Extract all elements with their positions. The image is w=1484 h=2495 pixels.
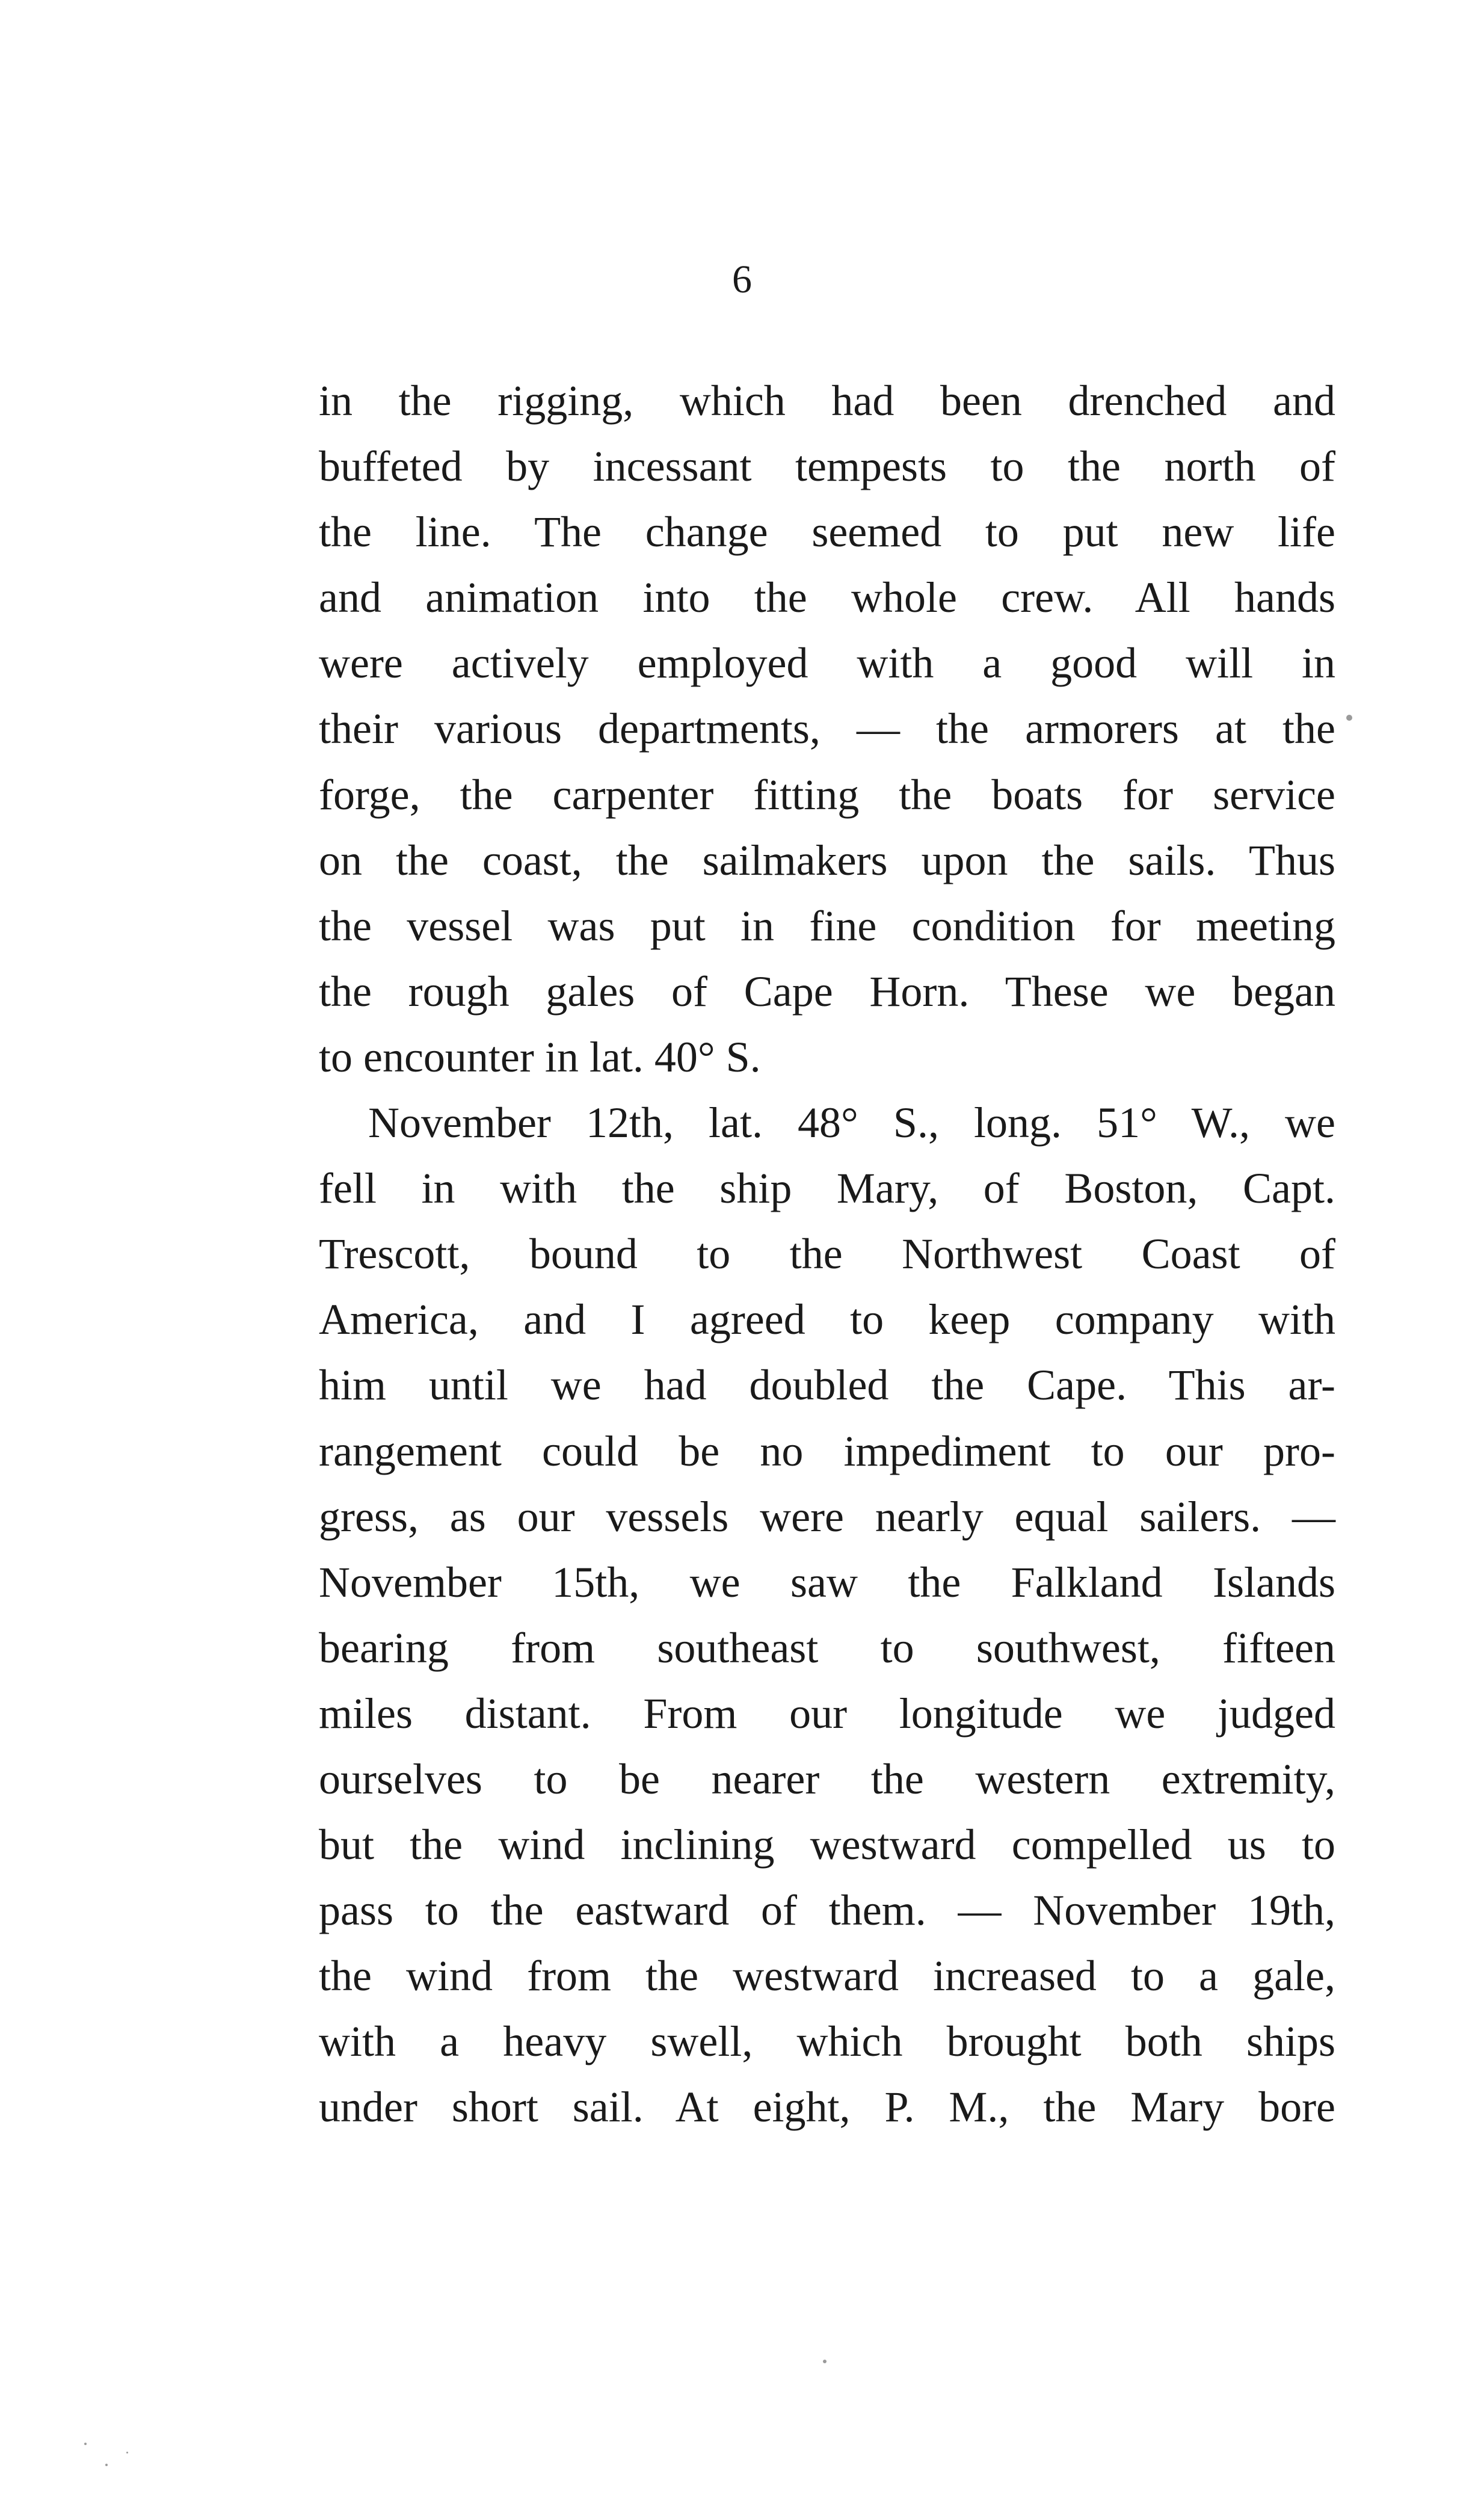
text-line: gress, as our vessels were nearly equal sailers. — [319,1492,1335,1541]
text-line: miles distant. From our longitude we judged [319,1689,1335,1738]
print-speck [84,2443,87,2445]
print-speck [1346,715,1352,721]
text-line: the wind from the westward increased to a gale, [319,1952,1335,2000]
text-line: forge, the carpenter fitting the boats for service [319,770,1335,819]
text-line: to encounter in lat. 40° S. [319,1032,761,1081]
text-line: the vessel was put in fine condition for meeting [319,901,1335,950]
text-line: rangement could be no impediment to our pro- [319,1426,1335,1475]
print-speck [126,2452,128,2453]
body-text [319,368,1335,2141]
text-line: November 12th, lat. 48° S., long. 51° W., we [368,1099,1335,1147]
print-speck [105,2464,108,2466]
text-line: America, and I agreed to keep company with [319,1295,1335,1344]
text-line: fell in with the ship Mary, of Boston, Capt. [319,1164,1335,1213]
text-line: November 15th, we saw the Falkland Islands [319,1558,1335,1606]
page-number: 6 [732,258,752,301]
print-speck [823,2360,827,2363]
text-line: under short sail. At eight, P. M., the Mary bore [319,2083,1335,2132]
text-line: on the coast, the sailmakers upon the sails. Thus [319,836,1335,884]
text-line: him until we had doubled the Cape. This ar- [319,1361,1335,1410]
text-line: the rough gales of Cape Horn. These we began [319,967,1335,1016]
text-line: the line. The change seemed to put new life [319,508,1335,557]
text-line: buffeted by incessant tempests to the north of [319,442,1335,491]
text-line: Trescott, bound to the Northwest Coast of [319,1230,1335,1278]
text-line: ourselves to be nearer the western extremity, [319,1754,1335,1803]
text-line: but the wind inclining westward compelled us to [319,1821,1335,1869]
text-line: were actively employed with a good will in [319,639,1335,688]
text-line: pass to the eastward of them. — November 19th, [319,1886,1335,1935]
text-line: and animation into the whole crew. All hands [319,573,1335,622]
text-line: in the rigging, which had been drenched and [319,377,1335,425]
text-line: bearing from southeast to southwest, fifteen [319,1623,1335,1672]
text-line: with a heavy swell, which brought both ships [319,2017,1335,2066]
text-line: their various departments, — the armorers at the [319,705,1335,753]
